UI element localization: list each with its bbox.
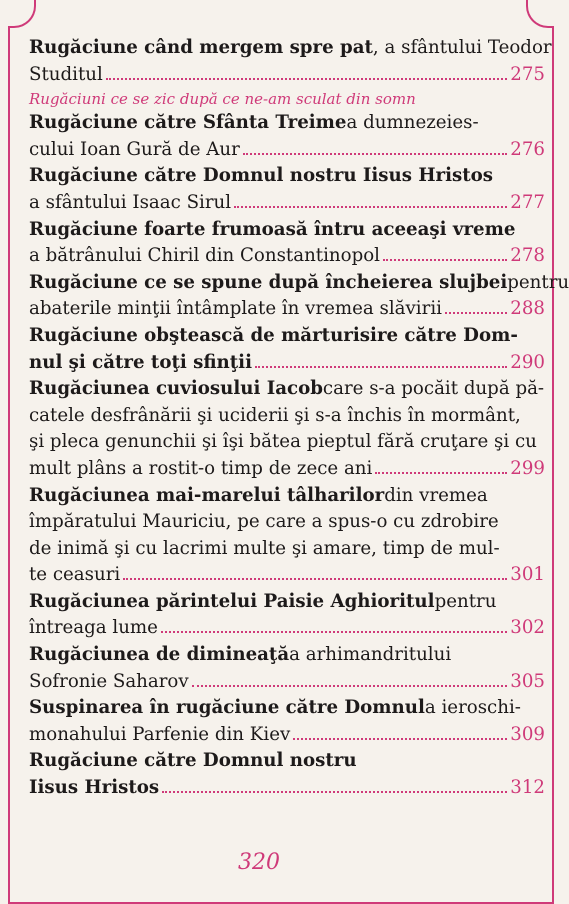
dot-leader (243, 153, 507, 155)
toc-entry[interactable] (29, 748, 545, 801)
border-corner-right (526, 0, 554, 28)
entry-text: a arhimandritului (289, 644, 452, 666)
toc-entry[interactable] (29, 695, 545, 748)
entry-text: întreaga lume (29, 617, 158, 639)
dot-leader (162, 791, 507, 793)
page-number: 276 (510, 138, 545, 160)
entry-title: Rugăciune către Domnul nostru Iisus Hristos (29, 165, 494, 187)
page-number: 275 (510, 63, 545, 85)
entry-text: din vremea (384, 484, 488, 506)
page-number: 288 (510, 298, 545, 320)
dot-leader (161, 631, 507, 633)
dot-leader (293, 738, 507, 740)
table-of-contents (29, 35, 569, 802)
entry-text: a bătrânului Chiril din Constantinopol (29, 245, 380, 267)
entry-text: împăratului Mauriciu, pe care a spus-o cu zdrobire (29, 511, 499, 533)
toc-entry[interactable] (29, 163, 545, 216)
page-number: 302 (510, 617, 545, 639)
border-corner-left (8, 0, 36, 28)
entry-text: te ceasuri (29, 564, 121, 586)
entry-text: a ieroschi- (424, 697, 521, 719)
entry-title: Rugăciunea părintelui Paisie Aghioritul (29, 590, 435, 612)
toc-entry[interactable] (29, 217, 545, 270)
dot-leader (234, 206, 507, 208)
dot-leader (123, 578, 507, 580)
entry-text: de inimă şi cu lacrimi multe şi amare, timp de mul- (29, 537, 500, 559)
dot-leader (375, 472, 507, 474)
entry-text: Iisus Hristos (29, 777, 160, 799)
page-number: 312 (510, 777, 545, 799)
toc-entry[interactable] (29, 589, 545, 642)
entry-text: care s-a pocăit după pă- (322, 378, 545, 400)
page-number: 277 (510, 191, 545, 213)
entry-text: a dumnezeies- (346, 112, 479, 134)
entry-text: mult plâns a rostit-o timp de zece ani (29, 457, 373, 479)
entry-text: pentru (507, 271, 569, 293)
entry-title: Rugăciunea cuviosului Iacob (29, 378, 323, 400)
footer-page-number: 320 (238, 850, 280, 875)
dot-leader (106, 78, 508, 80)
page-number: 290 (510, 351, 545, 373)
entry-text: monahului Parfenie din Kiev (29, 723, 291, 745)
entry-text: Sofronie Saharov (29, 670, 189, 692)
toc-entry[interactable] (29, 35, 552, 88)
toc-entry[interactable] (29, 323, 545, 376)
entry-text: şi pleca genunchii şi îşi bătea pieptul fără cruţare şi cu (29, 431, 537, 453)
section-heading: Rugăciuni ce se zic după ce ne-am sculat din somn (29, 90, 416, 109)
entry-text: nul şi către toţi sfinţii (29, 351, 252, 373)
page-number: 305 (510, 670, 545, 692)
dot-leader (255, 366, 507, 368)
entry-title: Rugăciune către Sfânta Treime (29, 112, 347, 134)
page-number: 299 (510, 457, 545, 479)
entry-title: Rugăciune către Domnul nostru (29, 750, 357, 772)
toc-entry[interactable] (29, 110, 545, 163)
toc-entry[interactable] (29, 376, 545, 482)
entry-title: Suspinarea în rugăciune către Domnul (29, 697, 425, 719)
entry-text: abaterile minţii întâmplate în vremea slăvirii (29, 298, 442, 320)
entry-title: Rugăciune foarte frumoasă întru aceeaşi vreme (29, 218, 516, 240)
dot-leader (192, 685, 508, 687)
dot-leader (445, 312, 507, 314)
entry-text: a sfântului Isaac Sirul (29, 191, 232, 213)
entry-text: Studitul (29, 63, 103, 85)
page-number: 301 (510, 564, 545, 586)
page-number: 278 (510, 245, 545, 267)
entry-text: , a sfântului Teodor (372, 37, 552, 58)
toc-entry[interactable] (29, 270, 569, 323)
entry-text: catele desfrânării şi uciderii şi s-a închis în mormânt, (29, 404, 521, 426)
entry-text: pentru (434, 590, 497, 612)
entry-title: Rugăciunea de dimineaţă (29, 644, 290, 666)
toc-entry[interactable] (29, 483, 545, 589)
entry-title: Rugăciune obştească de mărturisire către Dom- (29, 324, 518, 346)
entry-title: Rugăciune când mergem spre pat (29, 37, 373, 58)
entry-title: Rugăciune ce se spune după încheierea slujbei (29, 271, 508, 293)
page-number: 309 (510, 723, 545, 745)
toc-entry[interactable] (29, 642, 545, 695)
entry-title: Rugăciunea mai-marelui tâlharilor (29, 484, 385, 506)
dot-leader (383, 259, 507, 261)
entry-text: cului Ioan Gură de Aur (29, 138, 240, 160)
